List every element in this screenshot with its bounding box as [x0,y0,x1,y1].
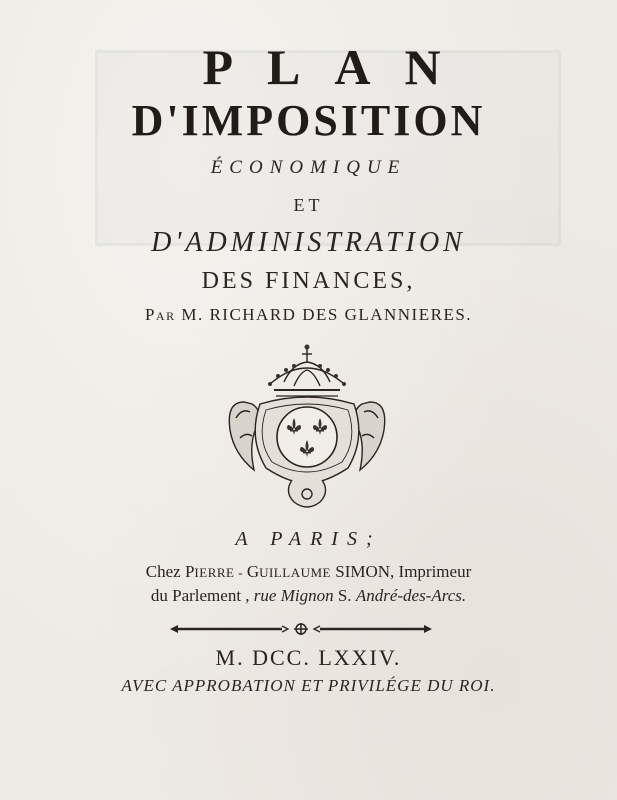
publication-date: M. DCC. LXXIV. [215,645,402,670]
author-line [0,305,617,325]
author-name: M. RICHARD DES GLANNIERES. [181,305,473,324]
title-plan: PLAN [202,39,475,95]
address-parlement: du Parlement , [150,586,250,605]
printer-surname: SIMON [335,562,391,581]
title-economique: ÉCONOMIQUE [210,157,407,178]
address-parish: André-des-Arcs. [355,586,467,605]
royal-privilege: AVEC APPROBATION ET PRIVILÉGE DU ROI. [121,676,496,695]
imprint-address-line [0,586,617,606]
address-saint: S. [337,586,352,605]
printer-firstname-2: UILLAUME [259,565,331,580]
author-prefix-rest: AR [155,309,176,323]
address-street: rue Mignon [253,586,334,605]
imprint-place: A PARIS; [235,528,382,550]
title-imposition: D'IMPOSITION [131,96,486,145]
imprint-printer-line [0,562,617,582]
printer-initial-2: G [246,562,260,581]
printer-prefix: Chez [145,562,181,581]
printer-title: , Imprimeur [390,562,472,581]
printer-firstname: IERRE - [194,565,247,580]
title-et: ET [293,195,324,215]
title-administration: D'ADMINISTRATION [151,227,466,258]
title-finances: DES FINANCES, [201,268,416,294]
royal-coat-of-arms-icon [222,342,392,514]
printer-initial: P [184,562,195,581]
ornamental-rule-icon [170,622,432,636]
author-prefix-initial: P [144,305,156,324]
